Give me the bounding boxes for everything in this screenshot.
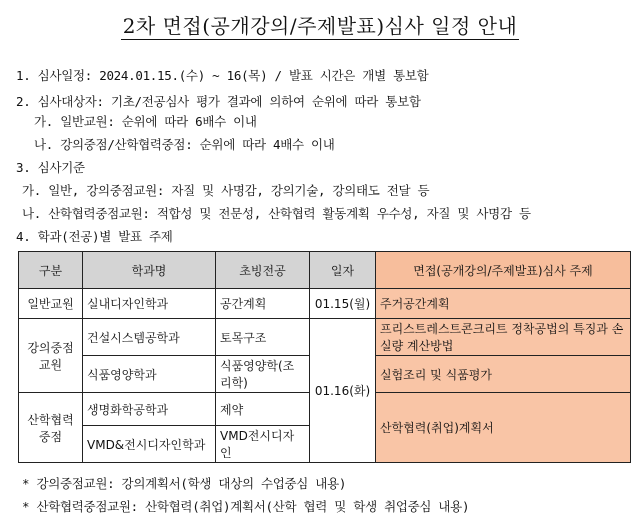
dept-cell: 생명화학공학과	[83, 393, 216, 426]
group-industry: 산학협력 중점	[19, 393, 83, 463]
target-line: 2. 심사대상자: 기초/전공심사 평가 결과에 의하여 순위에 따라 통보함	[16, 94, 421, 109]
schedule-table	[18, 251, 631, 463]
group-lecture: 강의중점 교원	[19, 319, 83, 393]
topic-cell: 주거공간계획	[376, 289, 631, 319]
dept-cell: 식품영양학과	[83, 356, 216, 393]
major-cell: 제약	[216, 393, 310, 426]
major-cell: 식품영양학(조리학)	[216, 356, 310, 393]
topic-cell: 실험조리 및 식품평가	[376, 356, 631, 393]
criteria-heading: 3. 심사기준	[16, 160, 85, 175]
date-cell: 01.15(월)	[310, 289, 376, 319]
topic-cell: 프리스트레스트콘크리트 정착공법의 특징과 손실량 계산방법	[376, 319, 631, 356]
criteria-industry-line: 나. 산학협력중점교원: 적합성 및 전문성, 산학협력 활동계획 우수성, 자질 및 사명감 등	[22, 206, 531, 221]
group-general: 일반교원	[19, 289, 83, 319]
header-date: 일자	[310, 252, 376, 289]
major-cell: VMD전시디자인	[216, 426, 310, 463]
major-cell: 토목구조	[216, 319, 310, 356]
target-lecture-industry-line: 나. 강의중점/산학협력중점: 순위에 따라 4배수 이내	[34, 137, 335, 152]
header-category: 구분	[19, 252, 83, 289]
table-row	[19, 289, 631, 319]
note-industry: * 산학협력중점교원: 산학협력(취업)계획서(산학 협력 및 학생 취업중심 내용)	[22, 499, 470, 514]
criteria-general-line: 가. 일반, 강의중점교원: 자질 및 사명감, 강의기술, 강의태도 전달 등	[22, 183, 430, 198]
table-row	[19, 319, 631, 356]
dept-cell: VMD&전시디자인학과	[83, 426, 216, 463]
note-lecture: * 강의중점교원: 강의계획서(학생 대상의 수업중심 내용)	[22, 476, 347, 491]
header-major: 초빙전공	[216, 252, 310, 289]
header-dept: 학과명	[83, 252, 216, 289]
table-header-row	[19, 252, 631, 289]
topic-heading: 4. 학과(전공)별 발표 주제	[16, 229, 173, 244]
dept-cell: 건설시스템공학과	[83, 319, 216, 356]
target-general-line: 가. 일반교원: 순위에 따라 6배수 이내	[34, 114, 257, 129]
date-cell: 01.16(화)	[310, 319, 376, 463]
header-topic: 면접(공개강의/주제발표)심사 주제	[376, 252, 631, 289]
major-cell: 공간계획	[216, 289, 310, 319]
topic-cell: 산학협력(취업)계획서	[376, 393, 631, 463]
schedule-line: 1. 심사일정: 2024.01.15.(수) ~ 16(목) / 발표 시간은 개별 통보함	[16, 68, 429, 83]
page-title: 2차 면접(공개강의/주제발표)심사 일정 안내	[122, 14, 518, 38]
dept-cell: 실내디자인학과	[83, 289, 216, 319]
